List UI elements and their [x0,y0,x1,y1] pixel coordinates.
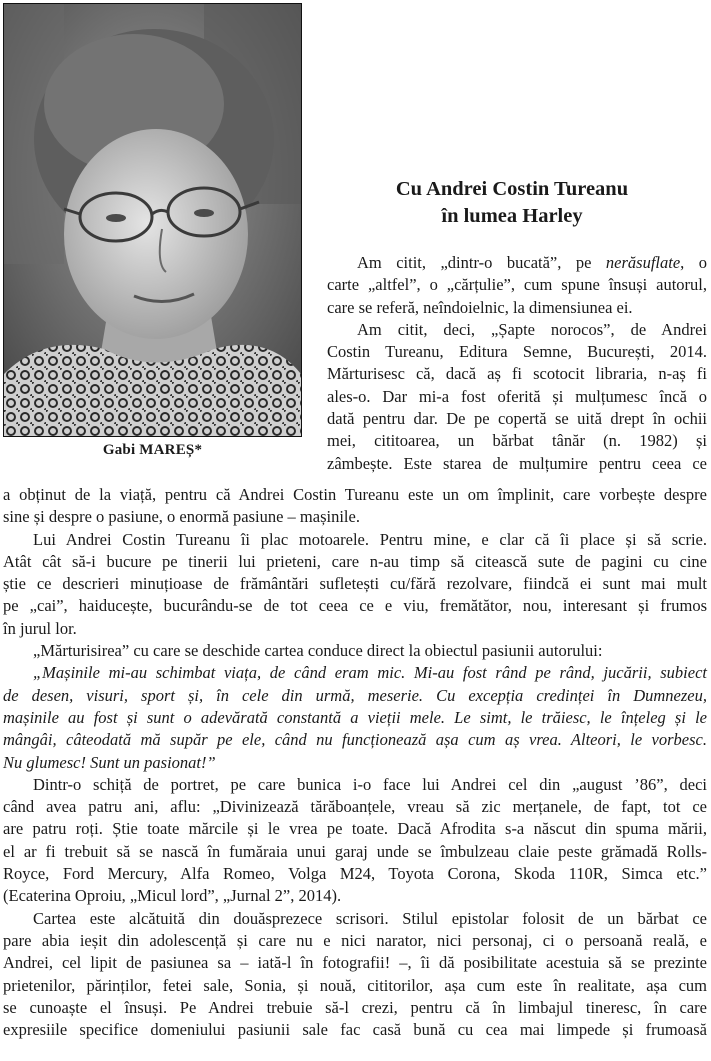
text-line: ales-o. Dar mi-a fost oferită și mulțumesc încă o [327,386,707,406]
text-line: „Mașinile mi-au schimbat viața, de când eram mic. Mi-au fost rând pe rând, jucării, subiect [33,663,707,683]
text-line: când avea patru ani, aflu: „Divinizează tărăboanțele, vreau să zic merțanele, de fapt, tot ce [3,797,707,817]
text-line: dată pentru dar. De pe copertă se uită drept în ochii [327,409,707,429]
text-line: are patru roți. Știe toate mărcile și le vrea pe toate. Dacă Afrodita s-a născut din spuma mării, [3,819,707,839]
text-line: Nu glumesc! Sunt un pasionat!” [3,752,216,772]
text-line: de desen, visuri, sport și, în cele din urmă, meserie. Cu excepția credinței în Dumnezeu, [3,685,707,705]
text-line: se cunoaște el însuși. Pe Andrei trebuie să-l crezi, pentru că în limbajul tineresc, în care [3,997,707,1017]
title-line: în lumea Harley [441,205,583,227]
text-line: mei, cititoarea, un bărbat tânăr (n. 1982) și [327,431,707,451]
text-line: expresiile specifice domeniului pasiunii sale fac casă bună cu cea mai limpede și frumoasă [3,1020,707,1040]
text-line: Am citit, deci, „Șapte norocos”, de Andrei [357,319,707,339]
text-line: el ar fi trebuit să se nască în fumăraia unui garaj unde se îmbulzeau claie peste grămadă Rolls- [3,841,707,861]
text-line: pare abia ieșit din adolescență și care nu e nici narator, nici personaj, ci o persoană reală, e [3,930,707,950]
text-line: Mărturisesc că, dacă aș fi scotocit libraria, n-aș fi [327,364,707,384]
text-line: zâmbește. Este starea de mulțumire pentru ceea ce [327,453,707,473]
text-line: Royce, Ford Mercury, Alfa Romeo, Volga M24, Toyota Corona, Skoda 110R, Simca etc.” [3,864,707,884]
text-line: „Mărturisirea” cu care se deschide cartea conduce direct la obiectul pasiunii autorului: [33,641,603,661]
text-line: Costin Tureanu, Editura Semne, București, 2014. [327,342,707,362]
text-line: care se referă, neîndoielnic, la dimensiunea ei. [327,297,633,317]
text-line: în jurul lor. [3,618,77,638]
text-line: Atât cât să-i bucure pe tinerii lui prieteni, care n-au timp să citească sute de pagini cu cine [3,551,707,571]
author-photo [3,3,302,437]
author-caption: Gabi MAREȘ* [102,442,203,458]
text-line: prietenilor, părinților, fetei sale, Sonia, și nouă, cititorilor, așa cum este în realitate, așa cum [3,975,707,995]
text-line: știe ce descrieri minuțioase de frământări sufletești cu/fără rezolvare, fiindcă ei sunt mai mult [3,574,707,594]
body-text [3,484,707,1041]
text-line: Cartea este alcătuită din douăsprezece scrisori. Stilul epistolar folosit de un bărbat ce [33,908,707,928]
title-line: Cu Andrei Costin Tureanu [395,178,629,200]
text-line: a obținut de la viață, pentru că Andrei Costin Tureanu este un om împlinit, care vorbește despre [3,485,707,504]
text-line: Andrei, cel lipit de pasiunea sa – iată-l în fotografii! –, îi dă posibilitate acestuia să se prezinte [3,953,707,973]
text-line: (Ecaterina Oproiu, „Micul lord”, „Jurnal 2”, 2014). [3,886,342,906]
text-line: mașinile au fost și sunt o adevărată constantă a vieții mele. Le simt, le trăiesc, le înțeleg și le [3,707,707,727]
column-text [327,252,707,475]
text-line: Dintr-o schiță de portret, pe care bunica i-o face lui Andrei cel din „august ’86”, deci [33,774,707,794]
article-title [312,176,711,230]
text-line: Am citit, „dintr-o bucată”, pe nerăsuflate, o [357,253,708,272]
text-line: pe „cai”, haiducește, bucurându-se de tot ceea ce e viu, fremătător, nou, interesant și frumos [3,596,707,616]
text-line: mângâi, câteodată mă supăr pe ele, când nu funcționează așa cum aș vrea. Alteori, le vorbesc. [3,730,707,750]
text-line: sine și despre o pasiune, o enormă pasiune – mașinile. [3,507,360,527]
text-line: carte „altfel”, o „cărțulie”, cum spune însuși autorul, [327,275,707,295]
text-line: Lui Andrei Costin Tureanu îi plac motoarele. Pentru mine, e clar că îi place și să scrie. [33,529,707,549]
